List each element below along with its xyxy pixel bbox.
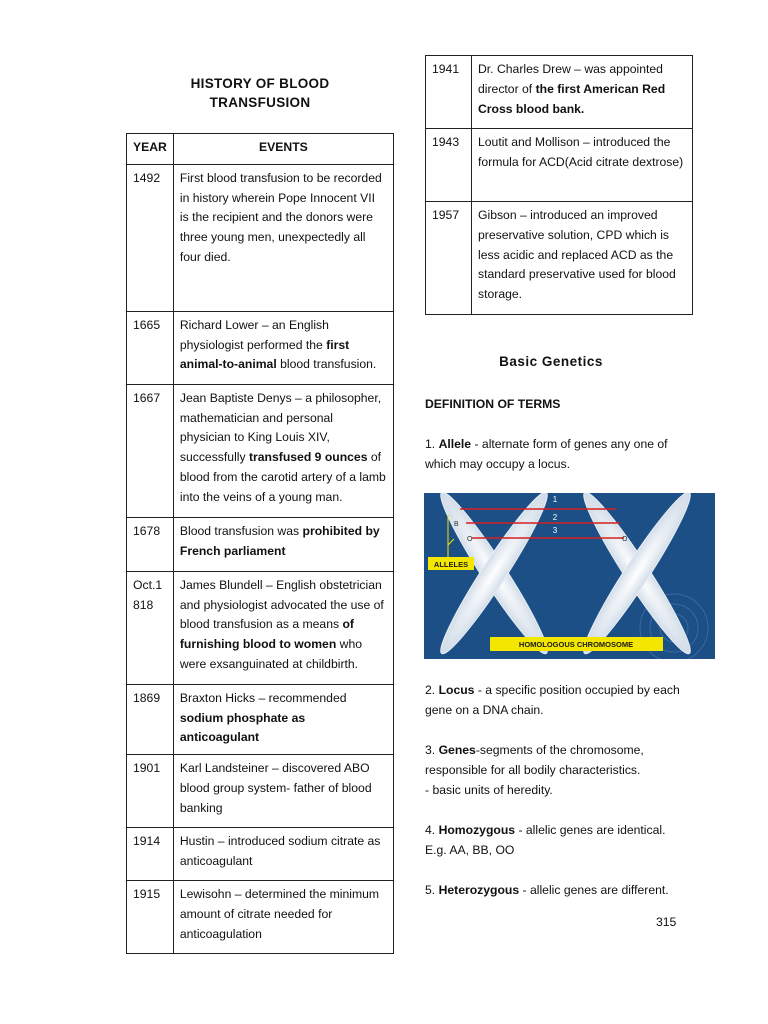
event-emphasis: sodium phosphate as anticoagulant (179, 710, 306, 745)
row-event (173, 164, 393, 311)
allele-letter-left: B (454, 521, 459, 528)
page-title (126, 74, 394, 112)
row-event (173, 384, 393, 517)
row-year: 1957 (426, 202, 472, 315)
table-row (426, 56, 693, 129)
table-row (426, 129, 693, 202)
definition-locus (425, 680, 695, 720)
row-year: 1943 (426, 129, 472, 202)
event-text: Karl Landsteiner – discovered ABO blood group system- father of blood banking (179, 761, 372, 815)
page-title-line1: HISTORY OF BLOOD (190, 76, 330, 91)
event-text: Jean Baptiste Denys – a philosopher, mathematician and personal physician to King Louis XIV, successfully (179, 390, 382, 465)
event-emphasis: prohibited by French parliament (179, 523, 380, 558)
definition-heterozygous (425, 880, 695, 900)
alleles-label: ALLELES (433, 560, 469, 569)
definition-text: - allelic genes are identical. (515, 823, 666, 837)
header-events: EVENTS (173, 134, 393, 165)
table-row (127, 384, 394, 517)
row-year: 1667 (127, 384, 174, 517)
history-table-right (425, 55, 693, 315)
header-year: YEAR (127, 134, 174, 165)
chromosome-figure (424, 493, 715, 659)
event-emphasis: first animal-to-animal (179, 337, 350, 372)
definition-homozygous (425, 820, 695, 860)
row-event (173, 311, 393, 384)
definitions-heading: DEFINITION OF TERMS (425, 397, 561, 411)
history-table-left (126, 133, 394, 954)
row-event (173, 881, 393, 954)
chromosome-left (432, 493, 557, 659)
event-emphasis: transfused 9 ounces (248, 450, 368, 465)
event-text: Hustin – introduced sodium citrate as anticoagulant (179, 834, 381, 868)
row-event (173, 517, 393, 571)
definition-number: 1. (425, 437, 439, 451)
event-text: Richard Lower – an English physiologist performed the (179, 317, 329, 352)
table-row (426, 202, 693, 315)
table-row (127, 571, 394, 684)
event-text: Lewisohn – determined the minimum amount of citrate needed for anticoagulation (179, 887, 380, 941)
definition-term: Allele (438, 437, 472, 451)
definition-text: - alternate form of genes any one of which may occupy a locus. (425, 437, 668, 471)
row-year: 1665 (127, 311, 174, 384)
section-title: Basic Genetics (499, 354, 603, 369)
definition-extra: E.g. AA, BB, OO (425, 843, 515, 857)
row-year: 1914 (127, 828, 174, 881)
event-text: Dr. Charles Drew – was appointed director of (478, 62, 663, 96)
chromosome-illustration (424, 493, 715, 659)
row-year: 1941 (426, 56, 472, 129)
event-text: First blood transfusion to be recorded in history wherein Pope Innocent VII is the recipient and the donors were three young men, unexpectedly all four died. (179, 170, 382, 264)
definition-number: 5. (425, 883, 439, 897)
definition-number: 2. (425, 683, 439, 697)
homologous-label: HOMOLOGOUS CHROMOSOME (518, 640, 634, 649)
event-emphasis: the first American Red Cross blood bank. (478, 81, 666, 116)
event-text: Braxton Hicks – recommended (179, 690, 347, 705)
definition-number: 3. (425, 743, 439, 757)
event-text: Gibson – introduced an improved preservative solution, CPD which is less acidic and replaced ACD as the standard preservative used for blood storage. (478, 208, 676, 302)
table-row (127, 311, 394, 384)
definition-extra: - basic units of heredity. (425, 783, 553, 797)
row-event (472, 56, 693, 129)
marker-label-1: 1 (552, 495, 558, 504)
row-year: 1915 (127, 881, 174, 954)
allele-letter-right: O (622, 536, 628, 543)
table-row (127, 881, 394, 954)
marker-label-3: 3 (552, 526, 558, 535)
allele-letter-left-2: O (467, 536, 473, 543)
row-year: Oct.1 818 (127, 571, 174, 684)
row-year: 1492 (127, 164, 174, 311)
row-event (173, 755, 393, 828)
definition-genes (425, 740, 695, 800)
definition-text: - allelic genes are different. (519, 883, 669, 897)
event-text: blood transfusion. (276, 357, 377, 372)
event-emphasis: of furnishing blood to women (179, 617, 354, 652)
event-text: who were exsanguinated at childbirth. (179, 637, 363, 671)
definition-term: Genes (438, 743, 476, 757)
event-text: Blood transfusion was (179, 523, 303, 538)
definition-term: Locus (438, 683, 475, 697)
marker-label-2: 2 (552, 513, 558, 522)
row-event (173, 684, 393, 754)
definition-number: 4. (425, 823, 439, 837)
definition-term: Heterozygous (438, 883, 520, 897)
row-event (472, 202, 693, 315)
row-event (472, 129, 693, 202)
table-row (127, 517, 394, 571)
page-number: 315 (656, 915, 677, 929)
row-year: 1869 (127, 684, 174, 754)
event-text: Loutit and Mollison – introduced the formula for ACD(Acid citrate dextrose) (478, 135, 684, 169)
chromosome-right (575, 493, 700, 659)
row-year: 1678 (127, 517, 174, 571)
definition-term: Homozygous (438, 823, 516, 837)
page-title-line2: TRANSFUSION (209, 95, 311, 110)
table-row (127, 828, 394, 881)
table-row (127, 755, 394, 828)
event-text: James Blundell – English obstetrician and physiologist advocated the use of blood transfusion as a means (179, 577, 384, 632)
row-event (173, 828, 393, 881)
row-year: 1901 (127, 755, 174, 828)
definition-text: - a specific position occupied by each gene on a DNA chain. (425, 683, 680, 717)
table-header-row (127, 134, 394, 165)
definition-text: -segments of the chromosome, responsible for all bodily characteristics. (425, 743, 644, 777)
row-event (173, 571, 393, 684)
event-text: of blood from the carotid artery of a lamb into the veins of a young man. (179, 450, 386, 504)
definition-allele (425, 434, 695, 474)
table-row (127, 684, 394, 754)
table-row (127, 164, 394, 311)
